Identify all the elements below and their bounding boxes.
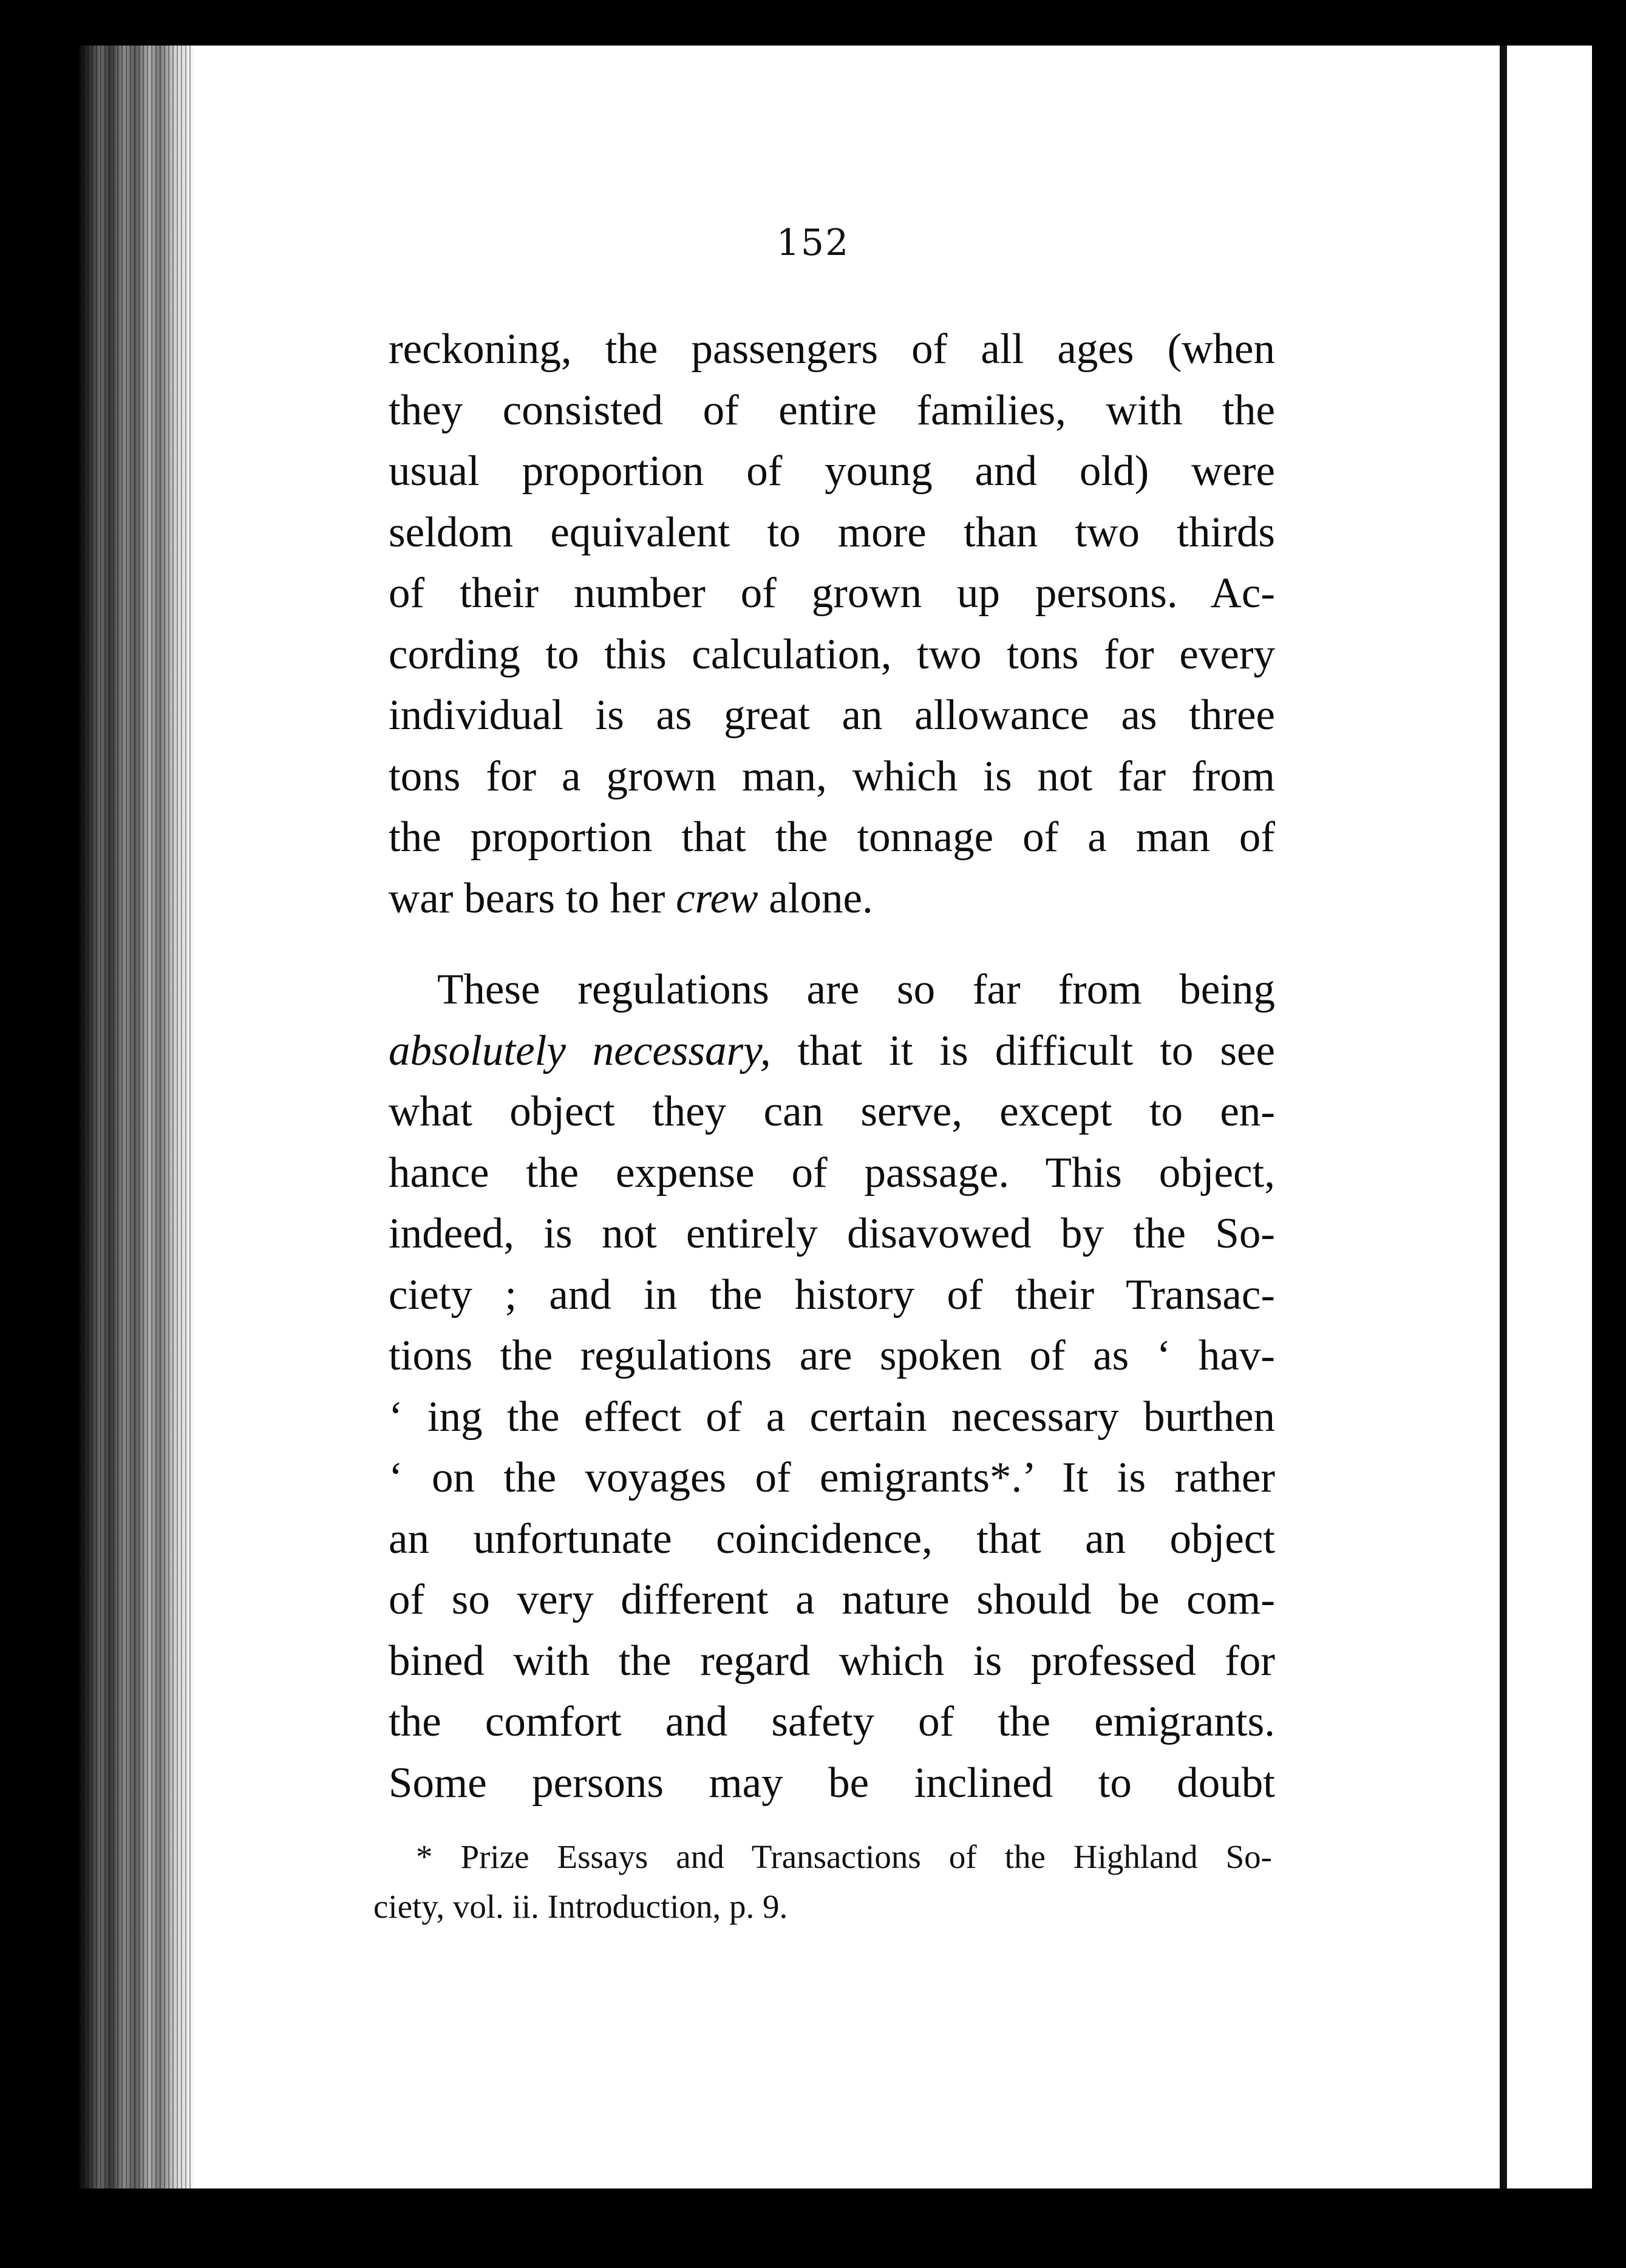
text-line: the comfort and safety of the emigrants. <box>389 1698 1275 1745</box>
text-line: ‘ ing the effect of a certain necessary burthen <box>389 1393 1275 1441</box>
text-line <box>389 868 1275 929</box>
footnote <box>373 1832 1272 1932</box>
text-line: reckoning, the passengers of all ages (when <box>389 325 1275 373</box>
footnote-line: ciety, vol. ii. Introduction, p. 9. <box>373 1888 788 1925</box>
text-line: Some persons may be inclined to doubt <box>389 1759 1275 1807</box>
text-line: hance the expense of passage. This object, <box>389 1149 1275 1197</box>
text-run: that it is difficult to see <box>770 1027 1275 1075</box>
text-line: tons for a grown man, which is not far from <box>389 752 1275 800</box>
text-line: of so very different a nature should be com- <box>389 1576 1275 1623</box>
text-line: the proportion that the tonnage of a man of <box>389 813 1275 861</box>
body-text <box>389 319 1275 1813</box>
text-run: alone. <box>758 874 873 922</box>
text-line: what object they can serve, except to en- <box>389 1088 1275 1135</box>
text-line: ciety ; and in the history of their Transac- <box>389 1271 1275 1319</box>
text-line: of their number of grown up persons. Ac- <box>389 569 1275 617</box>
next-page-sliver <box>1507 46 1592 2188</box>
paragraph-first-line: These regulations are so far from being <box>437 966 1275 1013</box>
text-line: ‘ on the voyages of emigrants*.’ It is rather <box>389 1454 1275 1501</box>
text-line: an unfortunate coincidence, that an object <box>389 1515 1275 1563</box>
text-run: war bears to her <box>389 874 676 922</box>
text-line: cording to this calculation, two tons for every <box>389 630 1275 678</box>
italic-phrase: absolutely necessary, <box>389 1027 771 1075</box>
text-line: seldom equivalent to more than two thirds <box>389 508 1275 556</box>
text-line: tions the regulations are spoken of as ‘ hav- <box>389 1332 1275 1379</box>
text-line: usual proportion of young and old) were <box>389 447 1275 495</box>
text-line: bined with the regard which is professed for <box>389 1637 1275 1685</box>
footnote-line: * Prize Essays and Transactions of the Highland So- <box>416 1838 1272 1875</box>
page-right-edge <box>1500 46 1507 2188</box>
book-gutter <box>79 46 200 2188</box>
text-line <box>389 1020 1275 1082</box>
text-line: individual is as great an allowance as three <box>389 691 1275 739</box>
text-line: they consisted of entire families, with the <box>389 386 1275 434</box>
text-line: indeed, is not entirely disavowed by the So- <box>389 1210 1275 1257</box>
page-number: 152 <box>776 222 850 264</box>
italic-word: crew <box>676 874 758 922</box>
